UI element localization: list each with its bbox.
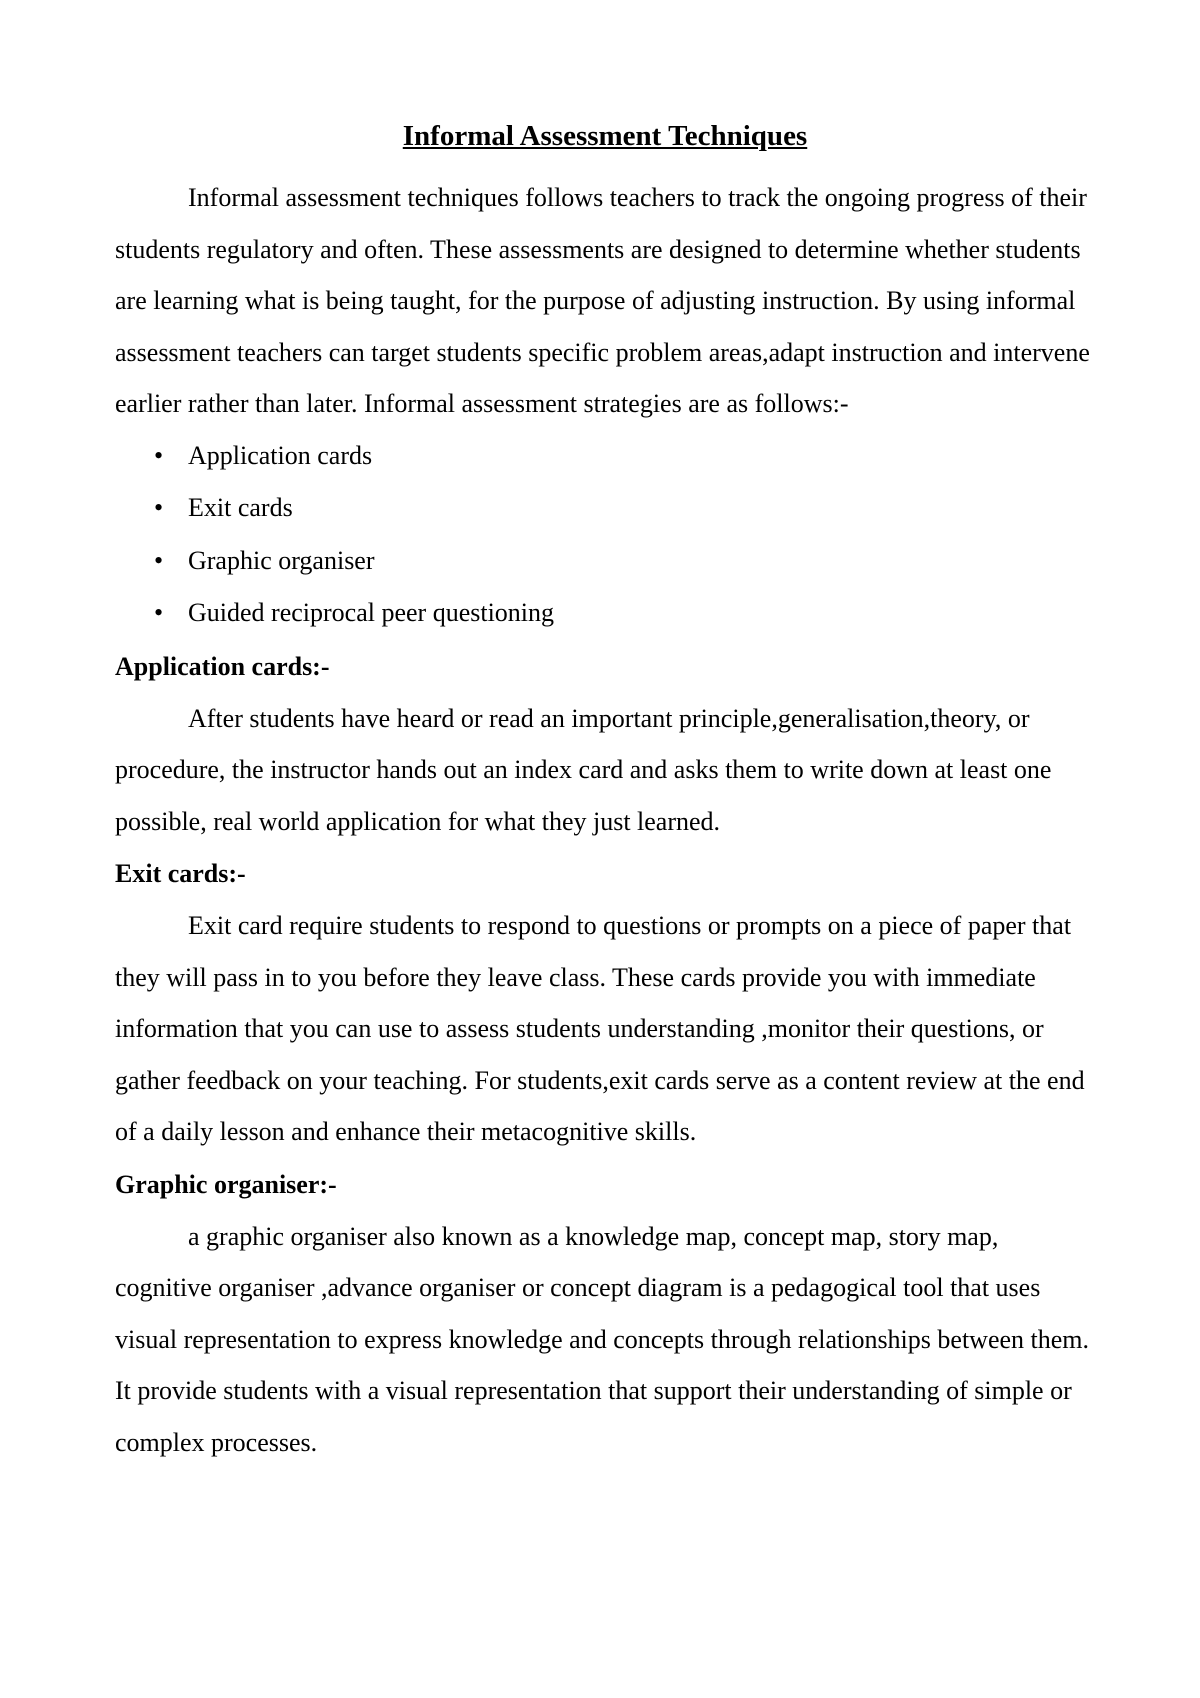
- strategy-list: [115, 430, 1095, 640]
- graphic-organiser-heading: Graphic organiser:-: [115, 1169, 337, 1199]
- list-item: [115, 535, 1095, 588]
- list-item-label: Graphic organiser: [188, 545, 375, 575]
- list-item-label: Application cards: [188, 440, 373, 470]
- graphic-organiser-paragraph: a graphic organiser also known as a knowledge map, concept map, story map, cognitive organiser ,advance organiser or concept diagram is a pedagogical tool that uses visual representation to express knowledge and concepts through relationships between them. It provide students with a visual representation that support their understanding of simple or complex processes.: [115, 1221, 1090, 1457]
- bullet-icon: •: [154, 598, 164, 627]
- bullet-icon: •: [154, 545, 164, 575]
- document-title: Informal Assessment Techniques: [402, 120, 808, 152]
- list-item-label: Exit cards: [188, 493, 293, 522]
- application-cards-paragraph: After students have heard or read an important principle,generalisation,theory, or procedure, the instructor hands out an index card and asks them to write down at least one possible, real world application for what they just learned.: [115, 703, 1052, 836]
- list-item-label: Guided reciprocal peer questioning: [188, 598, 555, 627]
- intro-paragraph: Informal assessment techniques follows teachers to track the ongoing progress of their students regulatory and often. These assessments are designed to determine whether students are learning what is being taught, for the purpose of adjusting instruction. By using informal assessment teachers can target students specific problem areas,adapt instruction and intervene earlier rather than later. Informal assessment strategies are as follows:-: [115, 183, 1090, 418]
- exit-cards-heading: Exit cards:-: [115, 859, 246, 888]
- list-item: [115, 482, 1095, 535]
- bullet-icon: •: [154, 440, 164, 470]
- bullet-icon: •: [154, 493, 164, 522]
- list-item: [115, 587, 1095, 640]
- application-cards-heading: Application cards:-: [115, 651, 330, 681]
- list-item: [115, 430, 1095, 483]
- exit-cards-paragraph: Exit card require students to respond to questions or prompts on a piece of paper that they will pass in to you before they leave class. These cards provide you with immediate information that you can use to assess students understanding ,monitor their questions, or gather feedback on your teaching. For students,exit cards serve as a content review at the end of a daily lesson and enhance their metacognitive skills.: [115, 911, 1085, 1146]
- document-content: [115, 112, 1095, 1468]
